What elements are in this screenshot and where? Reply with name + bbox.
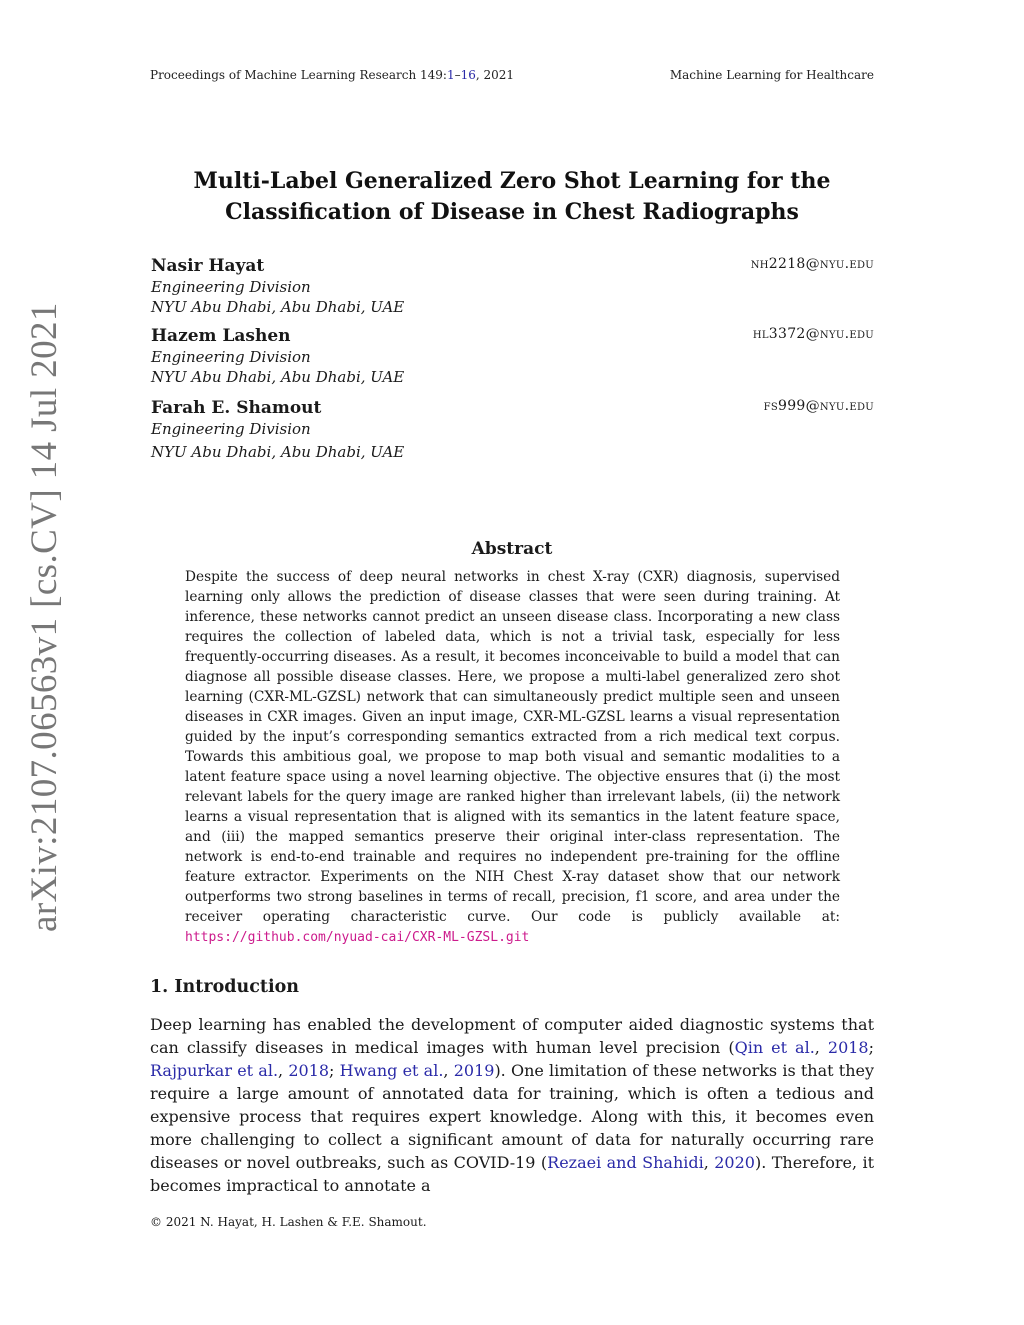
venue-text: Proceedings of Machine Learning Research 149: (150, 68, 447, 82)
citation-link[interactable]: Qin et al. (734, 1038, 815, 1057)
running-header-venue (150, 68, 514, 82)
citation-link[interactable]: Rajpurkar et al. (150, 1061, 279, 1080)
author-email[interactable]: fs999@nyu.edu (763, 398, 874, 414)
author-email[interactable]: nh2218@nyu.edu (750, 256, 874, 272)
citation-year-link[interactable]: 2020 (714, 1153, 755, 1172)
intro-text: ). One limitation of these networks is that they require a large amount of annotated data for training, which is often a tedious and expensive process that requires expert knowledge. Along with this, it becomes even more challenging to collect a significant amount of data for naturally occurring rare diseases or novel outbreaks, such as COVID-19 ( (150, 1061, 875, 1172)
citation-separator: ; (868, 1038, 874, 1057)
author-location: NYU Abu Dhabi, Abu Dhabi, UAE (151, 368, 405, 386)
copyright-text: 2021 N. Hayat, H. Lashen & F.E. Shamout. (162, 1215, 427, 1229)
introduction-paragraph (150, 1013, 874, 1197)
author-name: Hazem Lashen (151, 326, 291, 346)
citation-separator: ; (329, 1061, 340, 1080)
intro-text: Deep learning has enabled the development of computer aided diagnostic systems that can classify diseases in medical images with human level precision ( (150, 1015, 874, 1057)
author-name: Nasir Hayat (151, 256, 265, 276)
author-name: Farah E. Shamout (151, 398, 322, 418)
author-division: Engineering Division (151, 348, 311, 366)
page-start-link[interactable]: 1 (446, 68, 455, 82)
code-repository-link[interactable]: https://github.com/nyuad-cai/CXR-ML-GZSL.git (185, 930, 530, 945)
copyright-icon: © (150, 1215, 162, 1229)
citation-year-link[interactable]: 2018 (827, 1038, 869, 1057)
author-location: NYU Abu Dhabi, Abu Dhabi, UAE (151, 443, 405, 461)
paper-title (100, 166, 924, 228)
citation-separator: , (278, 1061, 289, 1080)
abstract-heading: Abstract (471, 539, 553, 559)
abstract-body (185, 567, 840, 948)
author-location: NYU Abu Dhabi, Abu Dhabi, UAE (151, 298, 405, 316)
citation-separator: , (703, 1153, 715, 1172)
author-block (151, 325, 874, 387)
author-division: Engineering Division (151, 278, 311, 296)
author-email[interactable]: hl3372@nyu.edu (752, 326, 874, 342)
citation-year-link[interactable]: 2019 (453, 1061, 495, 1080)
citation-separator: , (443, 1061, 454, 1080)
section-heading-introduction: 1. Introduction (150, 977, 299, 997)
page-range-separator: – (454, 68, 461, 82)
title-line-1: Multi-Label Generalized Zero Shot Learning for the (193, 168, 831, 194)
abstract-text: Despite the success of deep neural networks in chest X-ray (CXR) diagnosis, supervised learning only allows the prediction of disease classes that were seen during training. At inference, these networks cannot predict an unseen disease class. Incorporating a new class requires the collection of labeled data, which is not a trivial task, especially for less frequently-occurring diseases. As a result, it becomes inconceivable to build a model that can diagnose all possible disease classes. Here, we propose a multi-label generalized zero shot learning (CXR-ML-GZSL) network that can simultaneously predict multiple seen and unseen diseases in CXR images. Given an input image, CXR-ML-GZSL learns a visual representation guided by the input’s corresponding semantics extracted from a rich medical text corpus. Towards this ambitious goal, we propose to map both visual and semantic modalities to a latent feature space using a novel learning objective. The objective ensures that (i) the most relevant labels for the query image are ranked higher than irrelevant labels, (ii) the network learns a visual representation that is aligned with its semantics in the latent feature space, and (iii) the mapped semantics preserve their original inter-class representation. The network is end-to-end trainable and requires no independent pre-training for the offline feature extractor. Experiments on the NIH Chest X-ray dataset show that our network outperforms two strong baselines in terms of recall, precision, f1 score, and area under the receiver operating characteristic curve. Our code is publicly available at: (185, 569, 840, 925)
citation-link[interactable]: Hwang et al. (339, 1061, 444, 1080)
citation-year-link[interactable]: 2018 (288, 1061, 330, 1080)
copyright-footer (150, 1215, 427, 1229)
page-end-link[interactable]: 16 (460, 68, 476, 82)
author-block (151, 255, 874, 317)
author-division: Engineering Division (151, 420, 311, 438)
intro-text: ). Therefore, it becomes impractical to annotate a (150, 1153, 875, 1195)
title-line-2: Classification of Disease in Chest Radiographs (225, 199, 799, 225)
running-header-conference: Machine Learning for Healthcare (669, 68, 874, 82)
citation-separator: , (814, 1038, 828, 1057)
author-block (151, 397, 874, 462)
venue-year: , 2021 (475, 68, 515, 82)
citation-link[interactable]: Rezaei and Shahidi (547, 1153, 704, 1172)
arxiv-identifier-stamp: arXiv:2107.06563v1 [cs.CV] 14 Jul 2021 (24, 302, 65, 932)
